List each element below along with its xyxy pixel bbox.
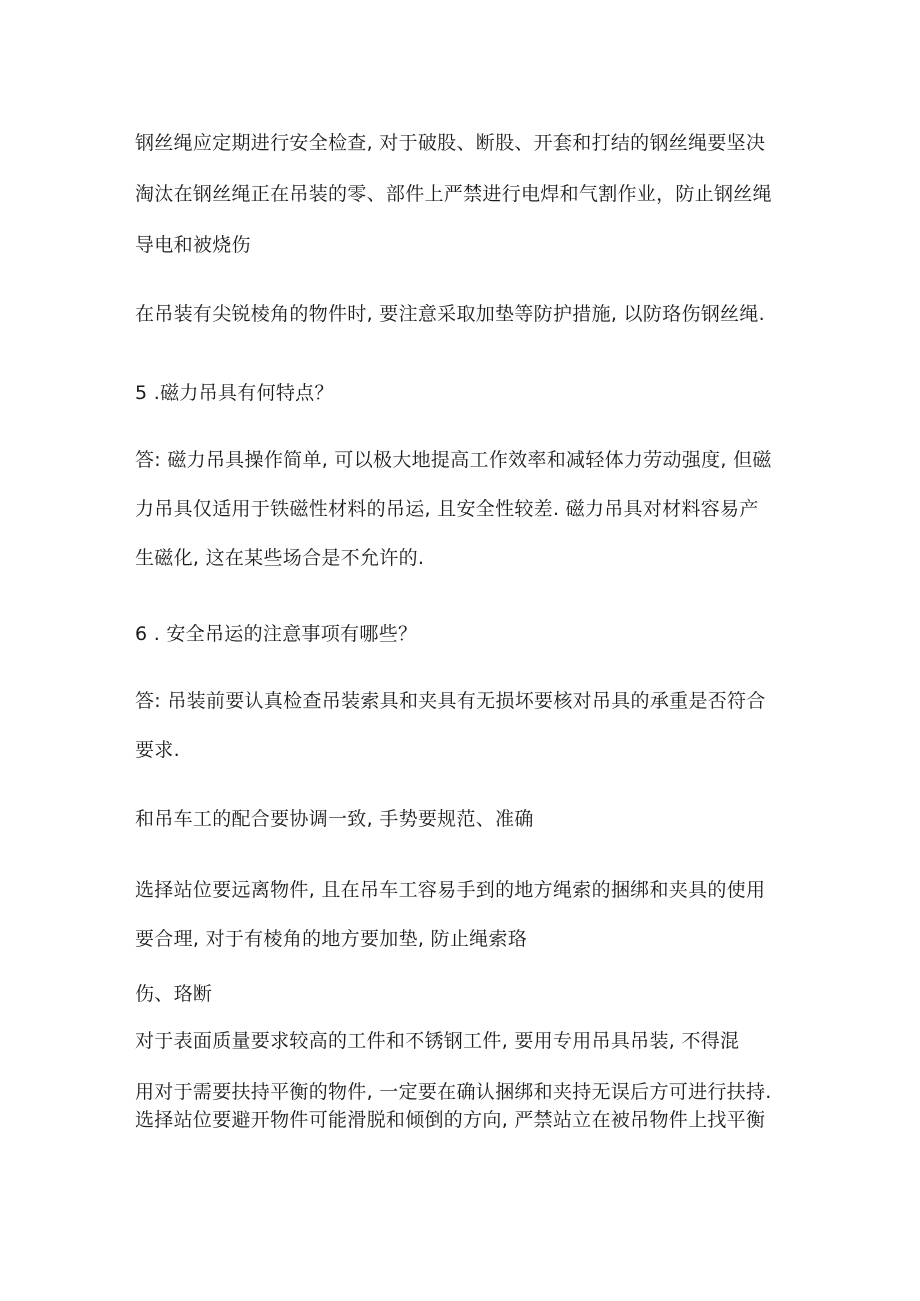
- text-line-13: 选择站位要远离物件, 且在吊车工容易手到的地方绳索的捆绑和夹具的使用: [135, 879, 766, 901]
- text-line-10: 答: 吊装前要认真检查吊装索具和夹具有无损坏要核对吊具的承重是否符合: [135, 690, 766, 712]
- question-heading-5: 5 .磁力吊具有何特点？: [135, 382, 334, 404]
- text-line-4: 在吊装有尖锐棱角的物件时, 要注意采取加垫等防护措施, 以防珞伤钢丝绳.: [135, 303, 765, 325]
- text-line-6: 答: 磁力吊具操作简单, 可以极大地提高工作效率和减轻体力劳动强度, 但磁: [135, 449, 772, 471]
- text-line-16: 对于表面质量要求较高的工件和不锈钢工件, 要用专用吊具吊装, 不得混: [135, 1030, 740, 1052]
- text-line-18: 选择站位要避开物件可能滑脱和倾倒的方向, 严禁站立在被吊物件上找平衡: [135, 1109, 766, 1131]
- text-line-3: 导电和被烧伤: [135, 234, 251, 256]
- text-line-7: 力吊具仅适用于铁磁性材料的吊运, 且安全性较差. 磁力吊具对材料容易产: [135, 498, 759, 520]
- text-line-15: 伤、珞断: [135, 983, 213, 1005]
- text-line-14: 要合理, 对于有棱角的地方要加垫, 防止绳索珞: [135, 928, 528, 950]
- question-heading-6: 6 . 安全吊运的注意事项有哪些？: [135, 623, 418, 645]
- text-line-12: 和吊车工的配合要协调一致, 手势要规范、准确: [135, 808, 534, 830]
- text-line-11: 要求.: [135, 739, 180, 761]
- text-line-1: 钢丝绳应定期进行安全检查, 对于破股、断股、开套和打结的钢丝绳要坚决: [135, 132, 766, 154]
- text-line-17: 用对于需要扶持平衡的物件, 一定要在确认捆绑和夹持无误后方可进行扶持.: [135, 1081, 772, 1103]
- text-line-8: 生磁化, 这在某些场合是不允许的.: [135, 547, 425, 569]
- text-line-2: 淘汰在钢丝绳正在吊装的零、部件上严禁进行电焊和气割作业，防止钢丝绳: [135, 183, 772, 205]
